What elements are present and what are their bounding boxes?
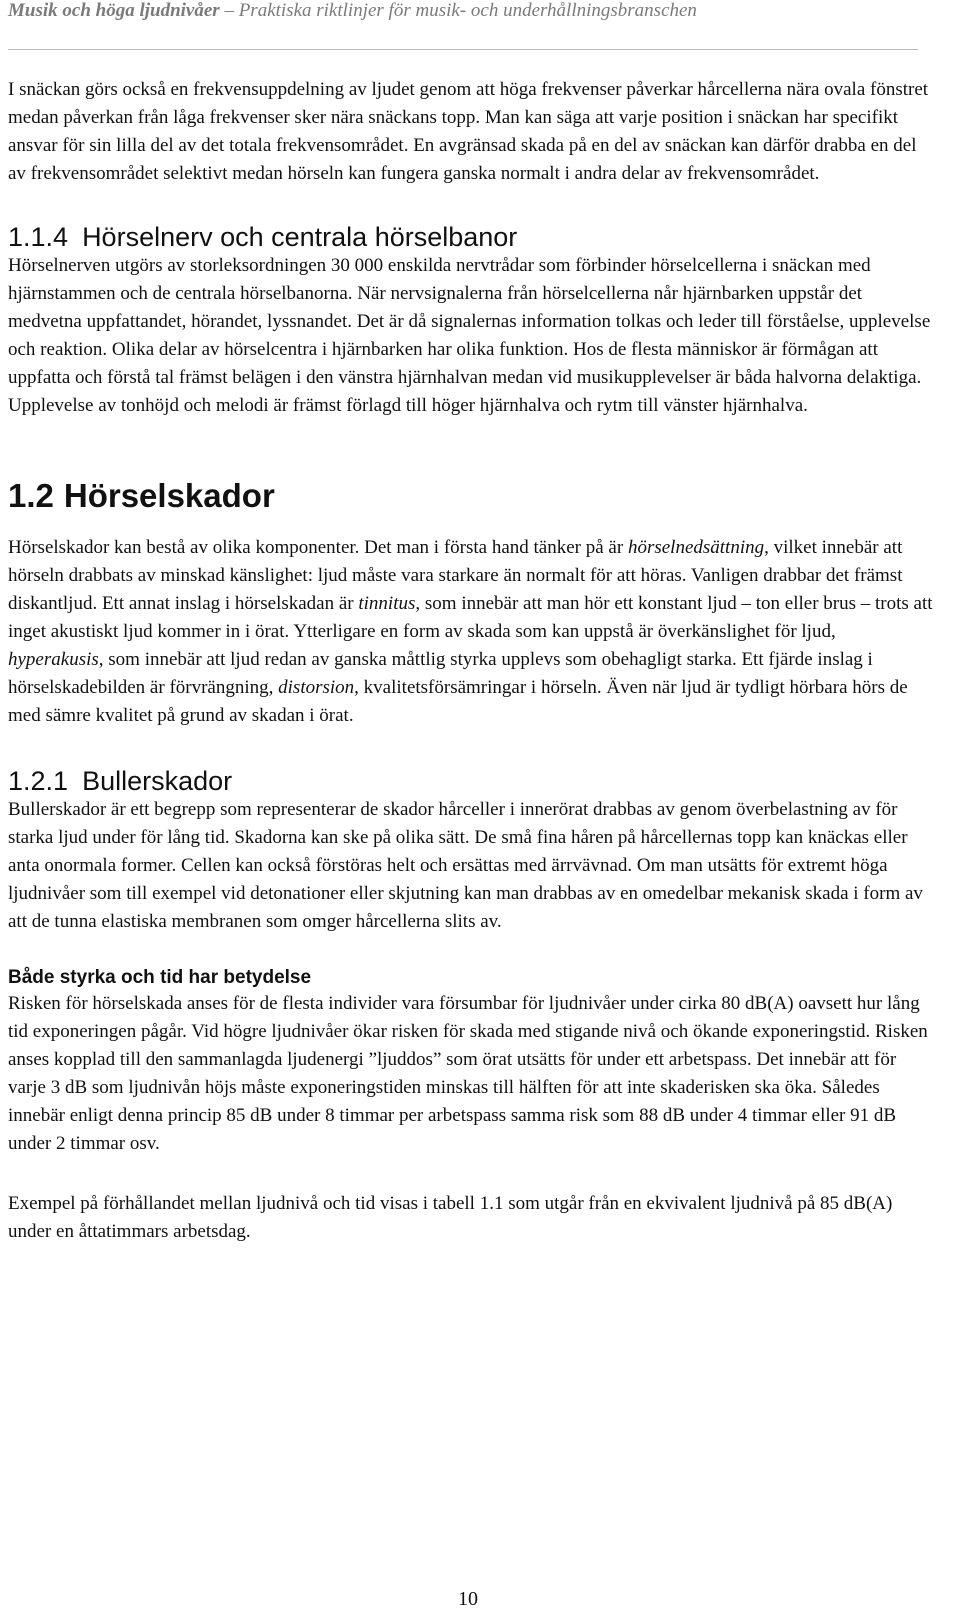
- section-number: 1.2: [8, 477, 54, 514]
- section-paragraph: [8, 534, 934, 730]
- text-run: , som innebär att man hör ett konstant ljud – ton eller brus – trots att inget akustiskt ljud kommer in i örat. Ytterligare en form av skada som kan uppstå är överkänslighet för ljud,: [8, 593, 933, 642]
- section-heading-1-2: [8, 476, 934, 516]
- term-distorsion: distorsion: [278, 677, 355, 698]
- term-horselnedsattning: hörselnedsättning: [627, 537, 765, 558]
- page-number: 10: [458, 1588, 478, 1610]
- section-paragraph: Hörselnerven utgörs av storleksordningen 30 000 enskilda nervtrådar som förbinder hörselcellerna i snäckan med hjärnstammen och de centrala hörselbanorna. När nervsignalerna från hörselcellerna når hjärnbarken uppstår det medvetna uppfattandet, hörandet, lyssnandet. Det är då signalernas information tolkas och leder till förståelse, upplevelse och reaktion. Olika delar av hörselcentra i hjärnbarken har olika funktion. Hos de flesta människor är förmågan att uppfatta och förstå tal främst belägen i den vänstra hjärnhalvan medan vid musikupplevelser är båda halvorna delaktiga. Upplevelse av tonhöjd och melodi är främst förlagd till höger hjärnhalva och rytm till vänster hjärnhalva.: [8, 255, 931, 416]
- intro-sentence: Man kan säga att varje position i snäckan har specifikt ansvar för sin lilla del av det totala frekvensområdet.: [8, 107, 899, 156]
- document-subtitle: Praktiska riktlinjer för musik- och underhållningsbranschen: [238, 0, 697, 21]
- text-run: , kvalitetsförsämringar i hörseln. Även när ljud är tydligt hörbara hörs de med sämre kvalitet på grund av skadan i örat.: [8, 677, 908, 726]
- section-heading-1-2-1: [8, 766, 934, 796]
- text-run: , vilket innebär att hörseln drabbats av minskad känslighet: ljud måste vara starkare än normalt för att höras. Vanligen drabbar det främst diskantljud. Ett annat inslag i hörselskadan är: [8, 537, 903, 614]
- text-run: , som innebär att ljud redan av ganska måttlig styrka upplevs som obehagligt starka. Ett fjärde inslag i hörselskadebilden är förvrängning,: [8, 649, 873, 698]
- intro-sentence: En avgränsad skada på en del av snäckan kan därför drabba en del av frekvensområdet selektivt medan hörseln kan fungera ganska normalt i andra delar av frekvensområdet.: [8, 135, 917, 184]
- header-divider: [8, 49, 918, 50]
- running-header: [8, 0, 697, 22]
- page-body: [8, 76, 934, 1246]
- term-tinnitus: tinnitus: [358, 593, 416, 614]
- section-title: Hörselnerv och centrala hörselbanor: [82, 222, 518, 252]
- subsection-heading: Både styrka och tid har betydelse: [8, 967, 312, 988]
- section-title: Bullerskador: [82, 766, 233, 796]
- section-paragraph: Bullerskador är ett begrepp som representerar de skador hårceller i innerörat drabbas av genom överbelastning av för starka ljud under för lång tid. Skadorna kan ske på olika sätt. De små fina håren på hårcellernas topp kan knäckas eller anta onormala former. Cellen kan också förstöras helt och ersättas med ärrvävnad. Om man utsätts för extremt höga ljudnivåer som till exempel vid detonationer eller skjutning kan man drabbas av en omedelbar mekanisk skada i form av att de tunna elastiska membranen som omger hårcellerna slits av.: [8, 799, 923, 932]
- term-hyperakusis: hyperakusis: [8, 649, 99, 670]
- document-title: Musik och höga ljudnivåer: [8, 0, 220, 21]
- header-separator: –: [219, 0, 239, 21]
- section-number: 1.2.1: [8, 766, 69, 796]
- section-paragraph: Risken för hörselskada anses för de flesta individer vara försumbar för ljudnivåer under cirka 80 dB(A) oavsett hur lång tid exponeringen pågår. Vid högre ljudnivåer ökar risken för skada med stigande nivå och ökande exponeringstid. Risken anses kopplad till den sammanlagda ljudenergi ”ljuddos” som örat utsätts för under ett arbetspass. Det innebär att för varje 3 dB som ljudnivån höjs måste exponeringstiden minskas till hälften för att inte skaderisken ska öka. Således innebär enligt denna princip 85 dB under 8 timmar per arbetspass samma risk som 88 dB under 4 timmar eller 91 dB under 2 timmar osv.: [8, 993, 928, 1154]
- section-number: 1.1.4: [8, 222, 69, 252]
- section-title: Hörselskador: [63, 477, 275, 514]
- section-heading-1-1-4: [8, 222, 934, 252]
- example-paragraph: Exempel på förhållandet mellan ljudnivå och tid visas i tabell 1.1 som utgår från en ekvivalent ljudnivå på 85 dB(A) under en åttatimmars arbetsdag.: [8, 1193, 893, 1242]
- text-run: Hörselskador kan bestå av olika komponenter. Det man i första hand tänker på är: [8, 537, 628, 558]
- intro-sentence: I snäckan görs också en frekvensuppdelning av ljudet genom att höga frekvenser påverkar hårcellerna nära ovala fönstret medan påverkan från låga frekvenser sker nära snäckans topp.: [8, 79, 929, 128]
- intro-paragraph: [8, 76, 934, 188]
